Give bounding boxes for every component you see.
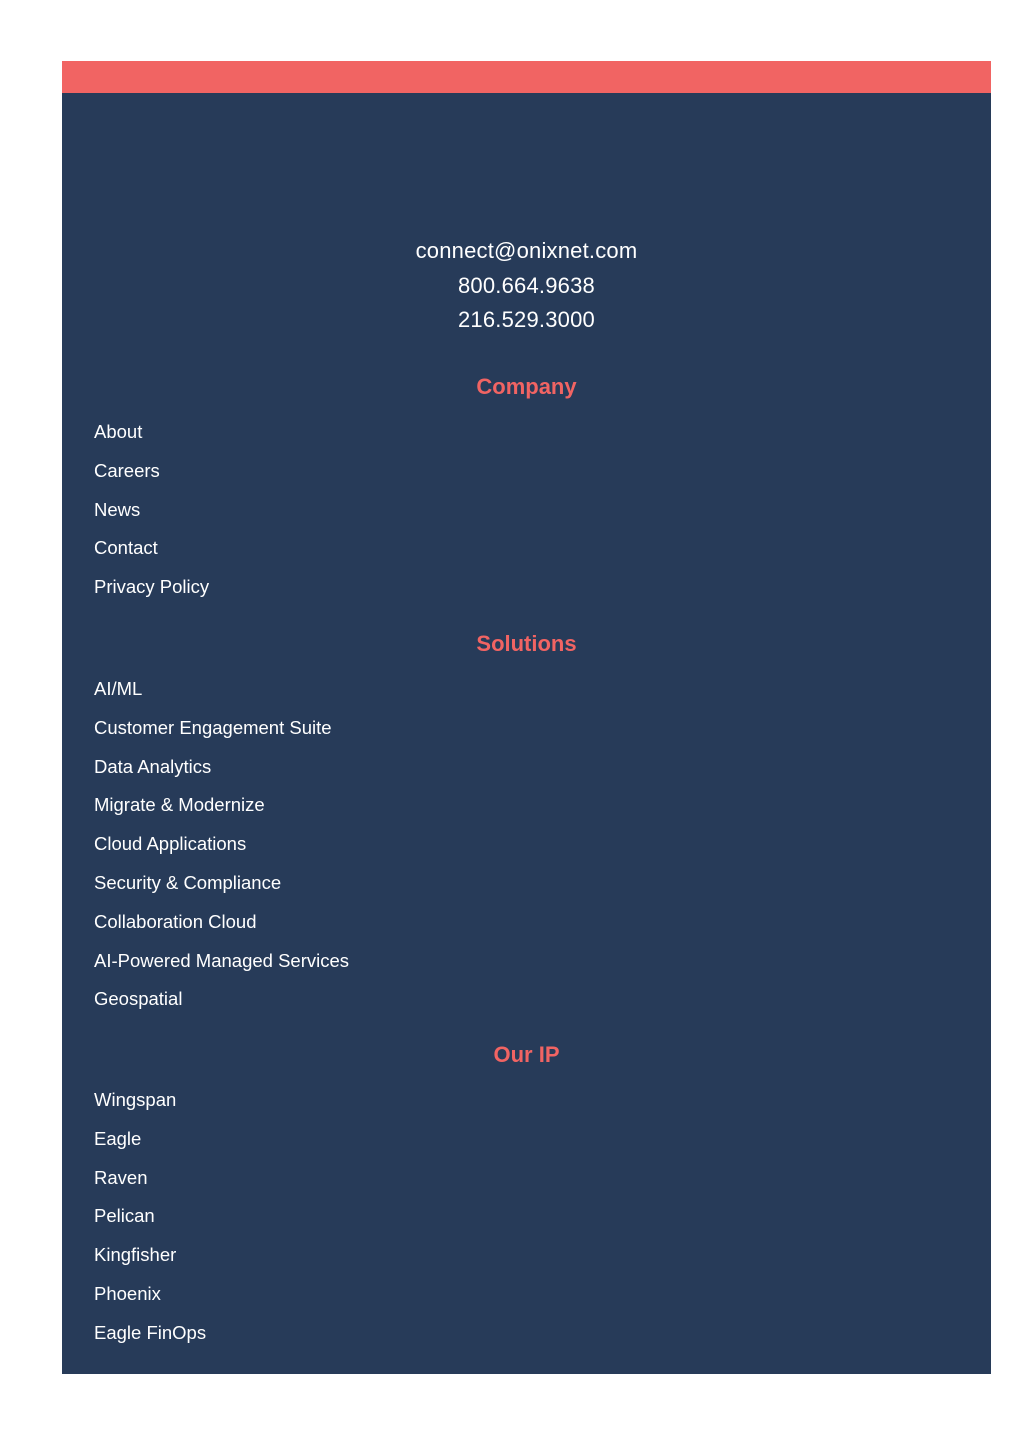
list-item [94,1197,991,1236]
list-item [94,1236,991,1275]
ip-link-kingfisher[interactable]: Kingfisher [94,1244,177,1266]
list-item [94,529,991,568]
list-item [94,942,991,981]
contact-phone-link-2[interactable]: 216.529.3000 [458,307,595,332]
company-section [62,367,991,607]
list-item [94,670,991,709]
list-item [94,748,991,787]
ip-link-phoenix[interactable]: Phoenix [94,1282,161,1304]
company-link-contact[interactable]: Contact [94,537,158,559]
our-ip-heading: Our IP [493,1042,560,1067]
solutions-link-geospatial[interactable]: Geospatial [94,988,183,1010]
list-item [94,568,991,607]
list-item [94,413,991,452]
our-ip-links [62,1081,991,1353]
list-item [94,786,991,825]
company-link-careers[interactable]: Careers [94,459,160,481]
solutions-link-ai-ml[interactable]: AI/ML [94,678,143,699]
company-link-about[interactable]: About [94,421,143,442]
ip-link-eagle-finops[interactable]: Eagle FinOps [94,1321,207,1343]
list-item [94,1275,991,1314]
solutions-links [62,670,991,1019]
list-item [94,1120,991,1159]
site-footer [62,61,991,1374]
ip-link-wingspan[interactable]: Wingspan [94,1089,177,1110]
company-link-privacy-policy[interactable]: Privacy Policy [94,576,210,598]
solutions-heading: Solutions [476,631,577,656]
solutions-link-cloud-applications[interactable]: Cloud Applications [94,833,247,855]
list-item [94,980,991,1019]
ip-link-pelican[interactable]: Pelican [94,1205,155,1227]
list-item [94,491,991,530]
list-item [94,452,991,491]
list-item [94,825,991,864]
solutions-link-customer-engagement-suite[interactable]: Customer Engagement Suite [94,716,332,738]
list-item [94,1314,991,1353]
solutions-link-migrate-modernize[interactable]: Migrate & Modernize [94,794,265,816]
contact-phone-link-1[interactable]: 800.664.9638 [458,272,595,298]
solutions-link-ai-powered-managed-services[interactable]: AI-Powered Managed Services [94,949,350,971]
solutions-section [62,624,991,1019]
list-item [94,709,991,748]
list-item [94,1159,991,1198]
ip-link-eagle[interactable]: Eagle [94,1127,142,1149]
list-item [94,903,991,942]
our-ip-section [62,1035,991,1353]
solutions-link-data-analytics[interactable]: Data Analytics [94,755,212,777]
contact-email-link[interactable]: connect@onixnet.com [415,238,638,263]
list-item [94,1081,991,1120]
ip-link-raven[interactable]: Raven [94,1166,148,1188]
solutions-link-collaboration-cloud[interactable]: Collaboration Cloud [94,910,257,932]
contact-block [62,234,991,338]
company-links [62,413,991,607]
list-item [94,864,991,903]
company-heading: Company [476,374,577,399]
solutions-link-security-compliance[interactable]: Security & Compliance [94,871,282,893]
company-link-news[interactable]: News [94,498,141,520]
accent-bar [62,61,991,93]
